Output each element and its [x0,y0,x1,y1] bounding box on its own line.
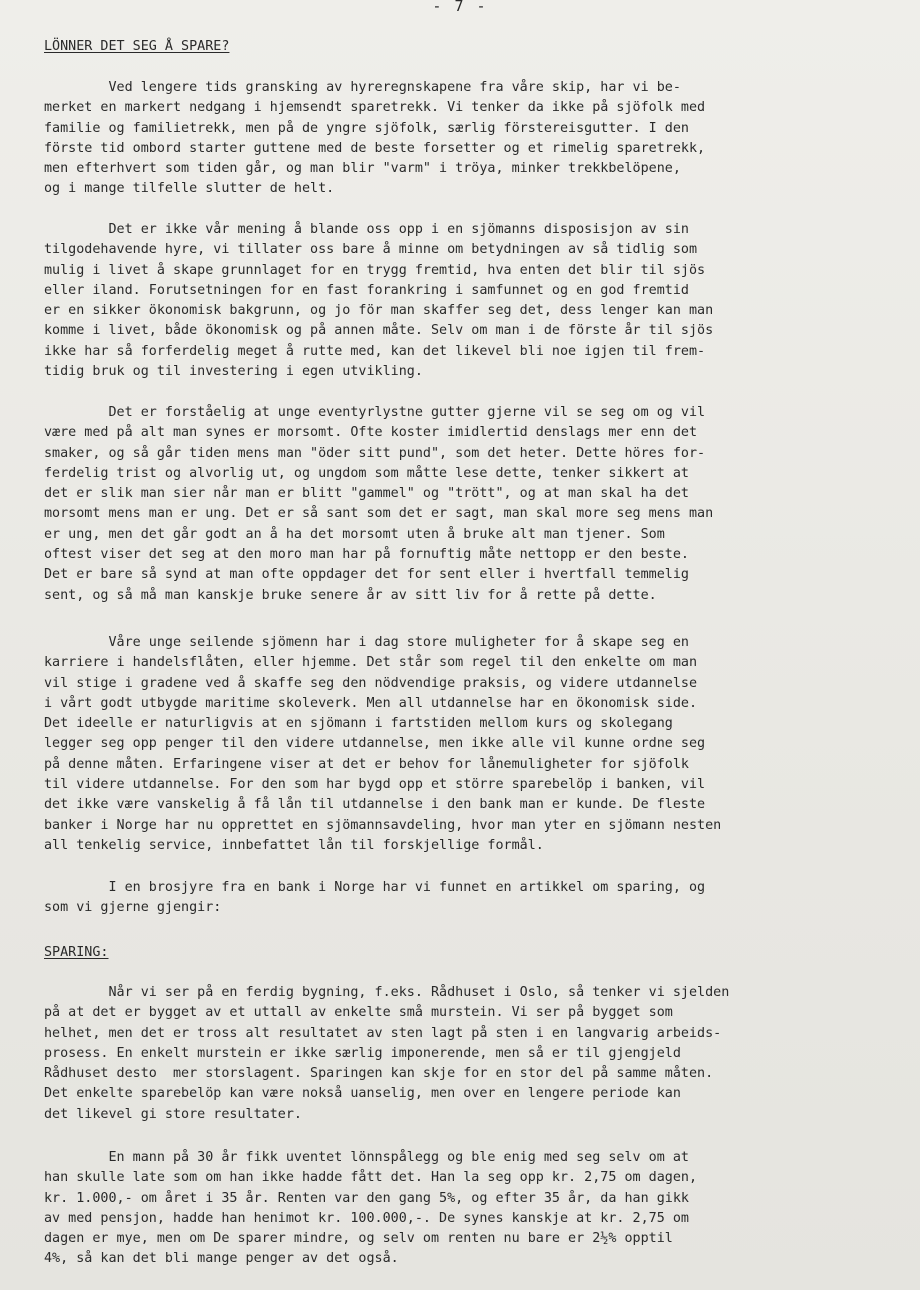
paragraph-4: Våre unge seilende sjömenn har i dag store muligheter for å skape seg en karriere i handelsflåten, eller hjemme. Det står som regel til den enkelte om man vil stige i gradene ved å skaffe seg den nödvendige praksis, og videre utdannelse i vårt godt utbygde maritime skoleverk. Men all utdannelse har en ökonomisk side. Det ideelle er naturligvis at en sjömann i fartstiden mellom kurs og skolegang legger seg opp penger til den videre utdannelse, men ikke alle vil kunne ordne seg på denne måten. Erfaringene viser at det er behov for lånemuligheter for sjöfolk til videre utdannelse. For den som har bygd opp et större sparebelöp i banken, vil det ikke være vanskelig å få lån til utdannelse i den bank man er kunde. De fleste banker i Norge har nu opprettet en sjömannsavdeling, hvor man yter en sjömann nesten all tenkelig service, innbefattet lån til forskjellige formål. [44,635,722,853]
paragraph-5: I en brosjyre fra en bank i Norge har vi funnet en artikkel om sparing, og som vi gjerne gjengir: [44,880,706,916]
heading-sparing: SPARING: [44,945,109,960]
paragraph-7: En mann på 30 år fikk uventet lönnspålegg og ble enig med seg selv om at han skulle late som om han ikke hadde fått det. Han la seg opp kr. 2,75 om dagen, kr. 1.000,- om året i 35 år. Renten var den gang 5%, og efter 35 år, da han gikk av med pensjon, hadde han henimot kr. 100.000,-. De synes kanskje at kr. 2,75 om dagen er mye, men om De sparer mindre, og selv om renten nu bare er 2½% opptil 4%, så kan det bli mange penger av det også. [44,1150,698,1267]
page-number: - 7 - [432,0,488,15]
heading-lonner-det-seg-a-spare: LÖNNER DET SEG Å SPARE? [44,39,230,54]
paragraph-3: Det er forståelig at unge eventyrlystne gutter gjerne vil se seg om og vil være med på alt man synes er morsomt. Ofte koster imidlertid denslags mer enn det smaker, og så går tiden mens man "öder sitt pund", som det heter. Dette höres for- ferdelig trist og alvorlig ut, og ungdom som måtte lese dette, tenker sikkert at det er slik man sier når man er blitt "gammel" og "trött", og at man skal ha det morsomt mens man er ung. Det er så sant som det er sagt, man skal more seg mens man er ung, men det går godt an å ha det morsomt uten å bruke alt man tjener. Som oftest viser det seg at den moro man har på fornuftig måte nettopp er den beste. Det er bare så synd at man ofte oppdager det for sent eller i hvertfall temmelig sent, og så må man kanskje bruke senere år av sitt liv for å rette på dette. [44,405,714,603]
paragraph-1: Ved lengere tids gransking av hyreregnskapene fra våre skip, har vi be- merket en markert nedgang i hjemsendt sparetrekk. Vi tenker da ikke på sjöfolk med familie og familietrekk, men på de yngre sjöfolk, særlig förstereisgutter. I den förste tid ombord starter guttene med de beste forsetter og et rimelig sparetrekk, men efterhvert som tiden går, og man blir "varm" i tröya, minker trekkbelöpene, og i mange tilfelle slutter de helt. [44,80,706,197]
paragraph-2: Det er ikke vår mening å blande oss opp i en sjömanns disposisjon av sin tilgodehavende hyre, vi tillater oss bare å minne om betydningen av så tidlig som mulig i livet å skape grunnlaget for en trygg fremtid, hva enten det blir til sjös eller iland. Forutsetningen for en fast forankring i samfunnet og en god fremtid er en sikker ökonomisk bakgrunn, og jo för man skaffer seg det, dess lenger kan man komme i livet, både ökonomisk og på annen måte. Selv om man i de förste år til sjös ikke har så forferdelig meget å rutte med, kan det likevel bli noe igjen til frem- tidig bruk og til investering i egen utvikling. [44,222,714,380]
paragraph-6: Når vi ser på en ferdig bygning, f.eks. Rådhuset i Oslo, så tenker vi sjelden på at det er bygget av et uttall av enkelte små murstein. Vi ser på bygget som helhet, men det er tross alt resultatet av sten lagt på sten i en langvarig arbeids- prosess. En enkelt murstein er ikke særlig imponerende, men så er til gjengjeld Rådhuset desto mer storslagent. Sparingen kan skje for en stor del på samme måten. Det enkelte sparebelöp kan være nokså uanselig, men over en lengere periode kan det likevel gi store resultater. [44,985,730,1122]
